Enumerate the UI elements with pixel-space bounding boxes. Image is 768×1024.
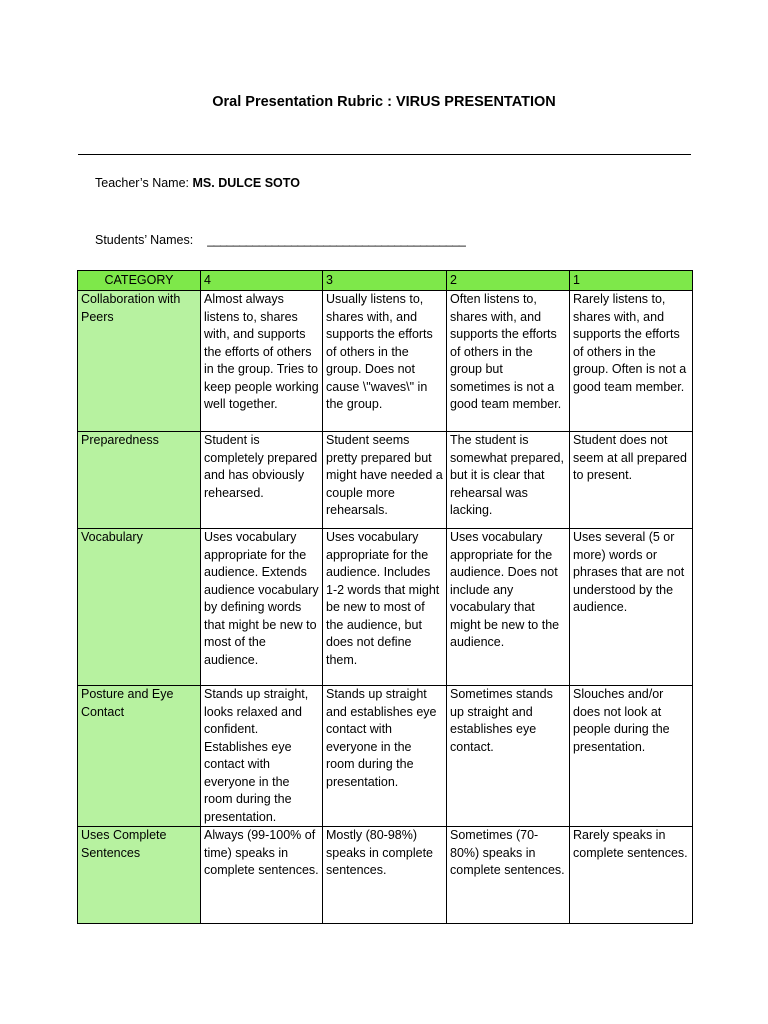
rubric-cell: Stands up straight, looks relaxed and confident. Establishes eye contact with everyone in the room during the presentation. [201, 686, 323, 827]
rubric-cell: Mostly (80-98%) speaks in complete sentences. [323, 827, 447, 924]
teacher-line [95, 176, 300, 190]
rubric-cell: Usually listens to, shares with, and supports the efforts of others in the group. Does not cause \"waves\" in the group. [323, 291, 447, 432]
rubric-cell: Almost always listens to, shares with, and supports the efforts of others in the group. Tries to keep people working well together. [201, 291, 323, 432]
students-name-blank: ________________________________________ [207, 233, 466, 247]
title-divider [78, 154, 691, 155]
header-category: CATEGORY [78, 271, 201, 291]
table-row [78, 529, 693, 686]
students-line [95, 233, 465, 247]
rubric-cell: Slouches and/or does not look at people during the presentation. [570, 686, 693, 827]
rubric-cell: Uses several (5 or more) words or phrases that are not understood by the audience. [570, 529, 693, 686]
header-score-4: 4 [201, 271, 323, 291]
rubric-cell: Uses vocabulary appropriate for the audience. Does not include any vocabulary that might be new to the audience. [447, 529, 570, 686]
teacher-label: Teacher’s Name: [95, 176, 193, 190]
rubric-cell: Sometimes stands up straight and establishes eye contact. [447, 686, 570, 827]
rubric-cell: Often listens to, shares with, and supports the efforts of others in the group but sometimes is not a good team member. [447, 291, 570, 432]
rubric-cell: Uses vocabulary appropriate for the audience. Includes 1-2 words that might be new to most of the audience, but does not define them. [323, 529, 447, 686]
table-row [78, 827, 693, 924]
row-category: Vocabulary [78, 529, 201, 686]
rubric-cell: Student does not seem at all prepared to present. [570, 432, 693, 529]
teacher-name: MS. DULCE SOTO [192, 176, 300, 190]
table-row [78, 432, 693, 529]
rubric-cell: Rarely speaks in complete sentences. [570, 827, 693, 924]
rubric-cell: The student is somewhat prepared, but it is clear that rehearsal was lacking. [447, 432, 570, 529]
page-title: Oral Presentation Rubric : VIRUS PRESENTATION [212, 94, 556, 110]
rubric-cell: Stands up straight and establishes eye contact with everyone in the room during the presentation. [323, 686, 447, 827]
header-score-2: 2 [447, 271, 570, 291]
header-score-1: 1 [570, 271, 693, 291]
table-row [78, 291, 693, 432]
table-row [78, 686, 693, 827]
row-category: Posture and Eye Contact [78, 686, 201, 827]
rubric-cell: Sometimes (70-80%) speaks in complete sentences. [447, 827, 570, 924]
rubric-cell: Always (99-100% of time) speaks in complete sentences. [201, 827, 323, 924]
students-label: Students’ Names: [95, 233, 194, 247]
rubric-cell: Rarely listens to, shares with, and supports the efforts of others in the group. Often is not a good team member. [570, 291, 693, 432]
row-category: Uses Complete Sentences [78, 827, 201, 924]
rubric-header-row [78, 271, 693, 291]
rubric-cell: Student is completely prepared and has obviously rehearsed. [201, 432, 323, 529]
rubric-cell: Uses vocabulary appropriate for the audience. Extends audience vocabulary by defining words that might be new to most of the audience. [201, 529, 323, 686]
header-score-3: 3 [323, 271, 447, 291]
rubric-cell: Student seems pretty prepared but might have needed a couple more rehearsals. [323, 432, 447, 529]
row-category: Preparedness [78, 432, 201, 529]
row-category: Collaboration with Peers [78, 291, 201, 432]
rubric-table [77, 270, 693, 924]
